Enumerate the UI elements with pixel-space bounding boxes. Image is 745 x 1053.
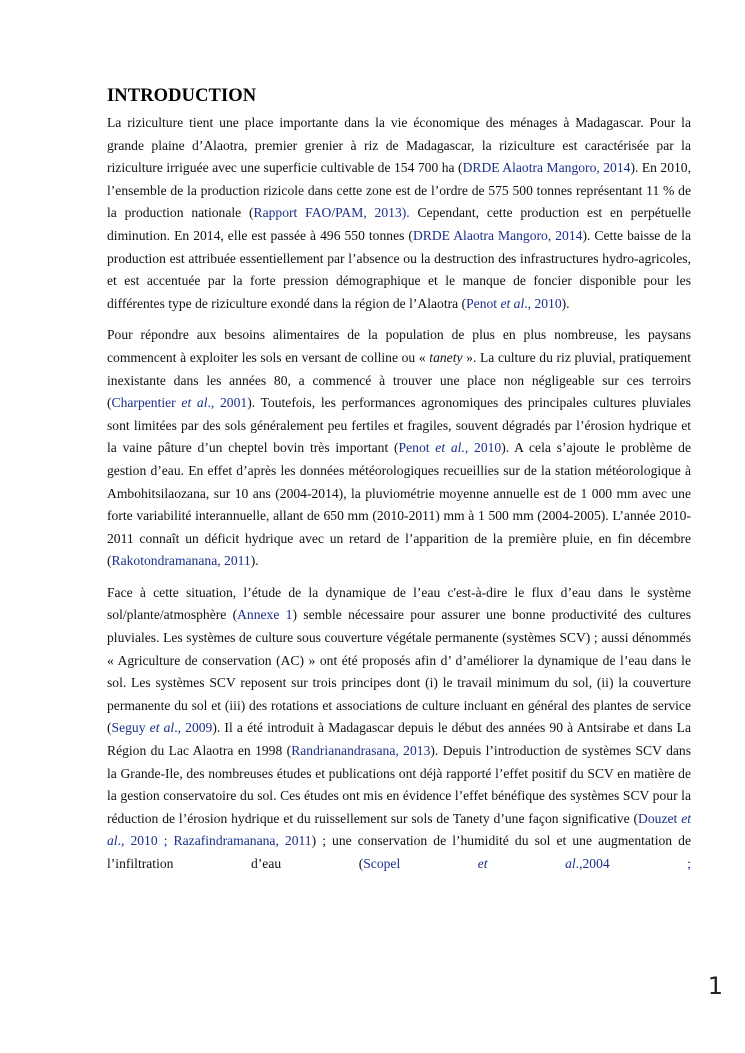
- section-heading: INTRODUCTION: [107, 86, 257, 106]
- p3-text: ) semble nécessaire pour assurer une bonne productivité des cultures pluviales. Les systèmes de culture sous couverture végétale permanente (systèmes SCV) ; aussi dénommés « Agriculture de conservation (AC) » ont été proposés afin d’ d’améliorer la dynamique de l’eau dans le sol. Les systèmes SCV reposent sur trois principes dont (i) le travail minimum du sol, (ii) la couverture permanente du sol et (iii) des rotations et associations de culture incluant en général des plantes de service (: [107, 607, 691, 736]
- tanety-term: tanety: [429, 349, 463, 365]
- p1-text: ).: [561, 295, 570, 311]
- paragraph-1: [107, 112, 691, 315]
- citation-charpentier-2001[interactable]: Charpentier et al., 2001: [111, 395, 248, 411]
- citation-drde-2014-b[interactable]: DRDE Alaotra Mangoro, 2014: [412, 227, 583, 243]
- p3-text: Face à cette situation, l’étude de la dynamique de l’eau c'est-à-dire le flux d’eau dans le système sol/plante/atmosphère (: [107, 584, 691, 623]
- p2-text: ).: [250, 553, 259, 569]
- citation-penot-2010-b[interactable]: Penot et al., 2010: [398, 440, 502, 456]
- citation-seguy-2009[interactable]: Seguy et al., 2009: [111, 720, 213, 736]
- p2-text: ). A cela s’ajoute le problème de gestion d’eau. En effet d’après les données météorologiques recueillies sur de la station météorologique à Ambohitsilaozana, sur 10 ans (2004-2014), la pluviométrie moyenne annuelle est de 1 000 mm avec une forte variabilité interannuelle, allant de 650 mm (2010-2011) mm à 1 500 mm (2004-2005). L’année 2010-2011 connaît un déficit hydrique avec un retard de l’apparition de la première pluie, en fin décembre (: [107, 440, 691, 569]
- citation-randrianandrasana-2013[interactable]: Randrianandrasana, 2013: [291, 743, 431, 759]
- paragraph-3: [107, 582, 691, 876]
- citation-penot-2010[interactable]: Penot et al., 2010: [466, 295, 562, 311]
- citation-drde-2014[interactable]: DRDE Alaotra Mangoro, 2014: [462, 160, 631, 176]
- p1-text: La riziculture tient une place importante dans la vie économique des ménages à Madagascar. Pour la grande plaine d’Alaotra, premier grenier à riz de Madagascar, la riziculture est caractérisée par la riziculture irriguée avec une superficie cultivable de 154 700 ha (: [107, 115, 691, 176]
- p2-text: ). Toutefois, les performances agronomiques des principales cultures pluviales sont limitées par des sols généralement peu fertiles et fragiles, souvent dégradés par l’érosion hydrique et la vaine pâture d’un cheptel bovin très important (: [107, 395, 691, 456]
- paragraph-2: [107, 324, 691, 573]
- p1-text: Cependant, cette production est en perpétuelle diminution. En 2014, elle est passée à 496 550 tonnes (: [107, 205, 692, 243]
- page-number: 1: [707, 972, 723, 1000]
- citation-fao-pam-2013[interactable]: Rapport FAO/PAM, 2013).: [253, 205, 410, 221]
- p3-text: ). Il a été introduit à Madagascar depuis le début des années 90 à Antsirabe et dans La Région du Lac Alaotra en 1998 (: [107, 720, 691, 759]
- p2-text: ». La culture du riz pluvial, pratiquement inexistante dans les années 80, a commencé à trouver une place non négligeable sur ces terroirs (: [107, 349, 692, 411]
- page-content: [107, 86, 691, 885]
- citation-scopel-2004[interactable]: Scopel et al.,2004 ;: [363, 856, 691, 871]
- p3-text: ) ; une conservation de l’humidité du sol et une augmentation de l’infiltration d’eau (: [107, 833, 691, 871]
- p1-text: ). En 2010, l’ensemble de la production rizicole dans cette zone est de l’ordre de 575 500 tonnes représentant 11 % de la production nationale (: [107, 160, 691, 221]
- p3-text: ). Depuis l’introduction de systèmes SCV dans la Grande-Ile, des nombreuses études et publications ont déjà rapporté l’effet positif du SCV en matière de la gestion conservatoire du sol. Ces études ont mis en évidence l’effet bénéfique des systèmes SCV pour la réduction de l’érosion hydrique et du ruissellement sur sols de Tanety d’une façon significative (: [107, 743, 692, 826]
- citation-rakotondramanana-2011[interactable]: Rakotondramanana, 2011: [111, 553, 251, 569]
- citation-annexe-1[interactable]: Annexe 1: [237, 607, 293, 623]
- citation-douzet-razafindramanana[interactable]: Douzet et al., 2010 ; Razafindramanana, 2011: [107, 810, 691, 849]
- p2-text: Pour répondre aux besoins alimentaires de la population de plus en plus nombreuse, les paysans commencent à exploiter les sols en versant de colline ou «: [107, 327, 691, 365]
- p1-text: ). Cette baisse de la production est attribuée essentiellement par l’absence ou la destruction des infrastructures hydro-agricoles, et est accentuée par la forte pression démographique et le manque de foncier disponible pour les différentes type de riziculture exondé dans la région de l’Alaotra (: [107, 227, 691, 311]
